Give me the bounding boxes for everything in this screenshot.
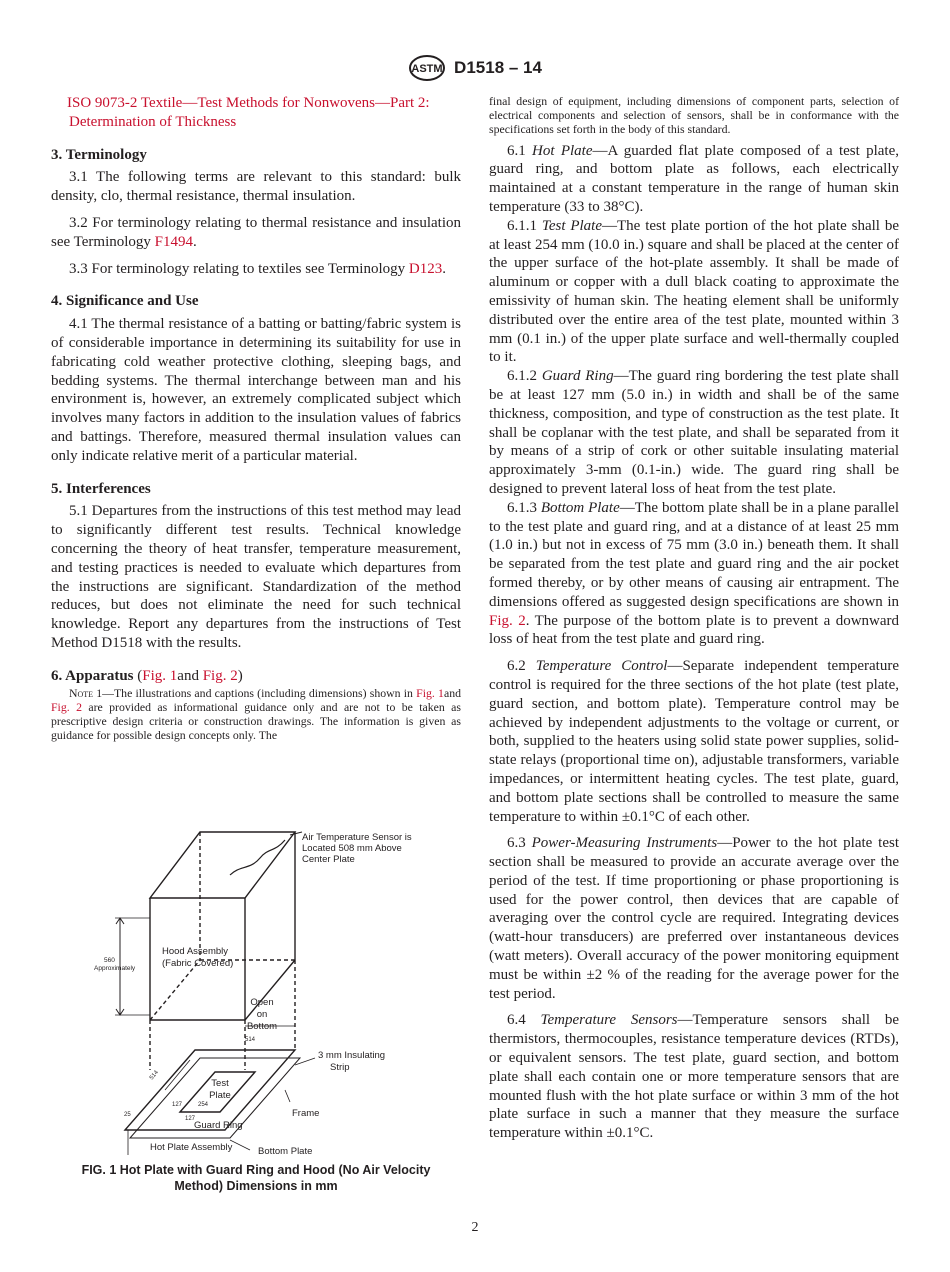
fig-label-open-3: Bottom bbox=[246, 1021, 278, 1032]
fig-dim-254: 254 bbox=[198, 1102, 209, 1108]
note-fig1-link[interactable]: Fig. 1 bbox=[416, 685, 444, 700]
iso-code-link[interactable]: ISO 9073-2 bbox=[67, 95, 138, 111]
paragraph-5-1: 5.1 Departures from the instructions of this test method may lead to significantly different test results. Technical knowledge concerning the theory of heat transfer, temperature measurement, and testing practices is needed to evaluate which departures from the instructions are significant. Standardization of the method reduces, but does not eliminate the need for such technical knowledge. Report any departures from the instructions of Test Method D1518 with the results. bbox=[51, 503, 461, 651]
paragraph-6-3: 6.3 Power-Measuring Instruments—Power to the hot plate test section shall be measured to provide an accurate average over the period of the test. If time proportioning or phase proportioning is used for the power control, then devices that are capable of averaging over the control cycle are required. Integrating devices (watt-hour transducers) are preferred over instantaneous devices (watt meters). Overall accuracy of the power monitoring equipment must be within ±2 % of the reading for the average power for the test period. bbox=[489, 835, 900, 1002]
figure-1-caption: FIG. 1 Hot Plate with Guard Ring and Hood (No Air Velocity Method) Dimensions in mm bbox=[81, 1163, 431, 1193]
paragraph-3-3: 3.3 For terminology relating to textiles see Terminology D123. bbox=[69, 260, 446, 277]
section-3-heading: 3. Terminology bbox=[51, 146, 147, 163]
svg-text:ASTM: ASTM bbox=[411, 63, 443, 75]
fig-label-hood-2: (Fabric Covered) bbox=[162, 958, 234, 969]
note-1-continued: final design of equipment, including dimensions of component parts, selection of electrical components and selection of sensors, shall be in conformance with the specifications set forth in the body of this standard. bbox=[489, 94, 899, 137]
fig1-link[interactable]: Fig. 1 bbox=[142, 667, 178, 684]
fig-dim-560: 560 bbox=[104, 957, 115, 964]
fig-label-bottom-plate: Bottom Plate bbox=[258, 1146, 313, 1157]
fig-label-hood-1: Hood Assembly bbox=[162, 946, 229, 957]
paragraph-6-1-3: 6.1.3 Bottom Plate—The bottom plate shall be in a plane parallel to the test plate and guard ring, and at a distance of at least 25 mm (1.0 in.) but not in excess of 75 mm (3.0 in.) beneath them. It shall be separated from the test plate and guard ring and the air pocket formed thereby, or by other means of causing air entrapment. The dimensions offered as suggested design specifications are shown in Fig. 2. The purpose of the bottom plate is to prevent a downward loss of heat from the test plate and guard ring. bbox=[489, 499, 900, 648]
fig2-link-6-1-3[interactable]: Fig. 2 bbox=[489, 612, 526, 629]
paragraph-6-1: 6.1 Hot Plate—A guarded flat plate composed of a test plate, guard ring, and bottom plate as follows, each electrically maintained at a constant temperature in the range of human skin temperature (33 to 38°C). bbox=[489, 142, 899, 215]
paragraph-6-1-1: 6.1.1 Test Plate—The test plate portion of the hot plate shall be at least 254 mm (10.0 in.) square and shall be placed at the center of the upper surface of the hot-plate assembly. It shall be made of aluminum or copper with a dull black coating to approximate the emissivity of human skin. The heating element shall be uniformly distributed over the entire area of the test plate, mounted within 3 mm (0.1 in.) of the upper plate surface and well-thermally coupled to it. bbox=[489, 217, 899, 366]
paragraph-6-2: 6.2 Temperature Control—Separate independent temperature control is required for the three sections of the hot plate (test plate, guard section, and bottom plate). Temperature control may be achieved by independent adjustments to the voltage or current, or both, supplied to the heaters using solid state power supplies, solid-state relays (proportional time on), adjustable transformers, variable impedances, or intermittent heating cycles. The test plate, guard, and bottom plate sections shall be controlled to measure the same temperature to within ±0.1°C of each other. bbox=[489, 658, 899, 825]
note-1: Note 1—The illustrations and captions (including dimensions) shown in Fig. 1and Fig. 2 are provided as informational guidance only and are not to be taken as prescriptive design criteria or construction drawings. The information is given as guidance for possible design concepts only. The bbox=[51, 685, 461, 743]
fig-label-hot-plate-assembly: Hot Plate Assembly bbox=[150, 1142, 233, 1153]
iso-reference bbox=[51, 94, 461, 132]
paragraph-3-1: 3.1 The following terms are relevant to this standard: bulk density, clo, thermal resistance, thermal insulation. bbox=[51, 169, 461, 205]
fig-label-strip-1: 3 mm Insulating bbox=[318, 1050, 386, 1061]
section-6-heading: 6. Apparatus (Fig. 1and Fig. 2) bbox=[51, 667, 243, 684]
d123-link[interactable]: D123 bbox=[408, 260, 443, 277]
fig-dim-25: 25 bbox=[124, 1112, 131, 1118]
paragraph-4-1: 4.1 The thermal resistance of a batting or batting/fabric system is of considerable importance in determining its suitability for use in fabricating cold weather protective clothing, sleeping bags, and bedding systems. The thermal interchange between man and his environment is, however, an extremely complicated subject which involves many factors in addition to the insulation values of fabrics and battings. Therefore, measured thermal insulation values can only indicate relative merit of a particular material. bbox=[51, 316, 461, 464]
fig-label-sensor-2: Located 508 mm Above bbox=[302, 843, 402, 854]
iso-title-link-2[interactable]: Determination of Thickness bbox=[69, 113, 237, 130]
fig-label-test-2: Plate bbox=[209, 1090, 231, 1101]
left-column bbox=[51, 94, 461, 742]
note-fig2-link[interactable]: Fig. 2 bbox=[51, 699, 82, 714]
fig-dim-514b: 514 bbox=[148, 1069, 160, 1082]
standard-designation: D1518 – 14 bbox=[454, 58, 542, 77]
fig-label-sensor-1: Air Temperature Sensor is bbox=[302, 832, 412, 843]
fig-dim-127b: 127 bbox=[185, 1116, 196, 1122]
fig-dim-approx: Approximately bbox=[94, 965, 136, 972]
figure-1-drawing bbox=[90, 820, 420, 1160]
iso-title-link[interactable]: Textile—Test Methods for Nonwovens—Part 2: bbox=[140, 95, 430, 111]
paragraph-3-2: 3.2 For terminology relating to thermal resistance and insulation see Terminology F1494. bbox=[51, 214, 461, 250]
page-number: 2 bbox=[471, 1220, 479, 1235]
fig-label-guard: Guard Ring bbox=[194, 1120, 243, 1131]
paragraph-6-4: 6.4 Temperature Sensors—Temperature sensors shall be thermistors, thermocouples, resistance temperature devices (RTDs), or equivalent sensors. The test plate, guard section, and bottom plate shall each contain one or more temperature sensors that are mounted flush with the hot plate surface or within 3 mm of the hot plate surface in such a manner that they measure the surface temperature within ±0.1°C. bbox=[489, 1012, 899, 1142]
f1494-link[interactable]: F1494 bbox=[154, 233, 193, 250]
astm-logo-icon bbox=[408, 54, 446, 82]
section-4-heading: 4. Significance and Use bbox=[51, 293, 199, 310]
fig-label-sensor-3: Center Plate bbox=[302, 854, 355, 865]
paragraph-6-1-2: 6.1.2 Guard Ring—The guard ring bordering the test plate shall be at least 127 mm (5.0 in.) in width and shall be of the same thickness, composition, and type of construction as the test plate. It shall be coplanar with the test plate, and shall be separated from it by means of a strip of cork or other suitable insulating material approximately 3-mm (0.1-in.) wide. The guard ring shall be designed to prevent lateral loss of heat from the test plate. bbox=[489, 368, 899, 497]
page-header bbox=[0, 54, 950, 84]
fig-dim-127a: 127 bbox=[172, 1102, 183, 1108]
fig-dim-514a: 514 bbox=[245, 1037, 256, 1043]
right-column bbox=[489, 94, 899, 1143]
fig-label-open-1: Open bbox=[250, 997, 274, 1008]
fig2-link[interactable]: Fig. 2 bbox=[202, 667, 238, 684]
fig-label-test-1: Test bbox=[211, 1078, 229, 1089]
fig-label-strip-2: Strip bbox=[330, 1062, 350, 1073]
section-5-heading: 5. Interferences bbox=[51, 480, 151, 497]
fig-label-open-2: on bbox=[256, 1009, 268, 1020]
fig-label-frame: Frame bbox=[292, 1108, 320, 1119]
